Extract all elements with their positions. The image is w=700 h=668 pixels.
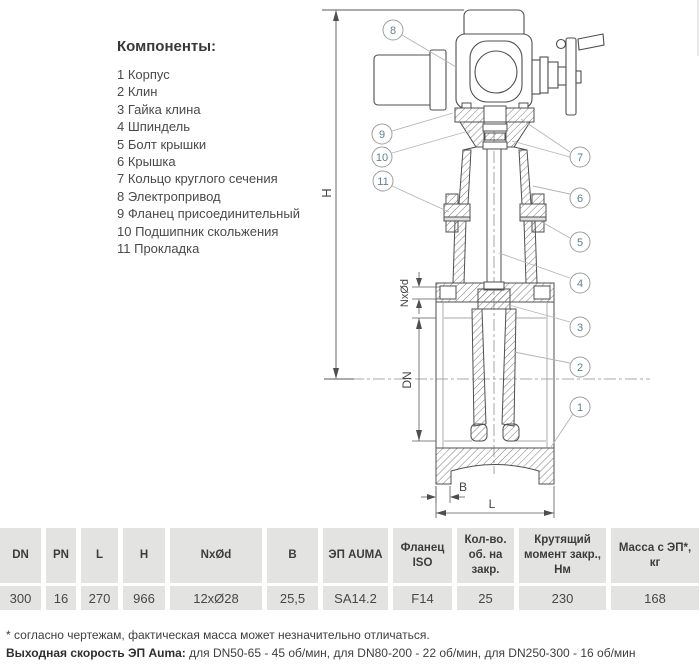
footnotes [6,626,636,662]
component-item-11: 11 Прокладка [117,241,200,257]
spec-table-header-row [0,528,700,583]
spec-table [0,528,700,610]
callout-number-11: 11 [377,176,389,188]
dimension-dn [412,318,436,441]
value-cell-turns: 25 [457,586,514,610]
dimension-label-nxod: NxØd [399,278,411,308]
value-cell-l: 270 [81,586,118,610]
value-cell-nxod: 12xØ28 [170,586,262,610]
header-cell-torque: Крутящий момент закр., Нм [519,528,606,583]
header-cell-flange-iso: Фланец ISO [393,528,452,583]
value-cell-ep-auma: SA14.2 [323,586,388,610]
callout-number-8: 8 [389,25,397,37]
actuator-drawing [374,10,604,115]
callout-10 [372,147,392,167]
components-title: Компоненты: [117,38,217,55]
callout-5 [570,232,590,252]
callout-number-4: 4 [576,278,584,290]
footnote-mass: * согласно чертежам, фактическая масса может незначительно отличаться. [6,628,430,642]
callout-3 [570,317,590,337]
spec-table-value-row [0,586,700,610]
header-cell-l: L [81,528,118,583]
value-cell-torque: 230 [519,586,606,610]
callout-1 [570,397,590,417]
header-cell-ep-auma: ЭП AUMA [323,528,388,583]
dimension-label-h: H [319,188,334,198]
value-cell-dn: 300 [0,586,41,610]
callout-8 [383,20,403,40]
footnote-speed-text: для DN50-65 - 45 об/мин, для DN80-200 - 22 об/мин, для DN250-300 - 16 об/мин [185,646,636,660]
footnote-speed [6,644,636,662]
header-cell-b: B [267,528,318,583]
component-item-6: 6 Крышка [117,154,176,170]
footnote-speed-label: Выходная скорость ЭП Auma: [6,646,186,660]
mounting-flange-drawing [455,103,534,149]
header-cell-nxod: NxØd [170,528,262,583]
callout-number-10: 10 [375,152,389,164]
value-cell-b: 25,5 [267,586,318,610]
callout-number-5: 5 [576,237,584,249]
callout-2 [570,357,590,377]
header-cell-h: H [123,528,165,583]
header-cell-turns: Кол-во. об. на закр. [457,528,514,583]
callout-number-7: 7 [576,152,584,164]
callout-7 [570,147,590,167]
callout-number-9: 9 [378,129,386,141]
header-cell-mass: Масса с ЭП*, кг [611,528,699,583]
header-cell-dn: DN [0,528,41,583]
value-cell-pn: 16 [46,586,76,610]
component-item-8: 8 Электропривод [117,188,221,204]
callout-11 [373,171,393,191]
callout-6 [570,188,590,208]
bonnet-drawing [444,147,546,283]
header-cell-pn: PN [46,528,76,583]
dimension-label-l: L [488,497,496,511]
value-cell-flange-iso: F14 [393,586,452,610]
component-item-3: 3 Гайка клина [117,101,201,117]
body-drawing [436,283,554,484]
callout-number-1: 1 [576,402,584,414]
component-item-4: 4 Шпиндель [117,119,190,135]
value-cell-mass: 168 [611,586,699,610]
dimension-label-dn: DN [400,371,414,389]
callout-9 [372,124,392,144]
value-cell-h: 966 [123,586,165,610]
component-item-2: 2 Клин [117,84,158,100]
callout-number-3: 3 [576,322,584,334]
component-item-1: 1 Корпус [117,67,170,82]
component-item-9: 9 Фланец присоединительный [117,206,300,222]
callout-4 [570,273,590,293]
callout-number-6: 6 [576,193,584,205]
component-item-10: 10 Подшипник скольжения [117,223,279,239]
component-item-5: 5 Болт крышки [117,136,207,152]
component-item-7: 7 Кольцо круглого сечения [117,171,278,187]
callout-number-2: 2 [576,362,584,374]
dimension-label-b: B [459,480,468,494]
